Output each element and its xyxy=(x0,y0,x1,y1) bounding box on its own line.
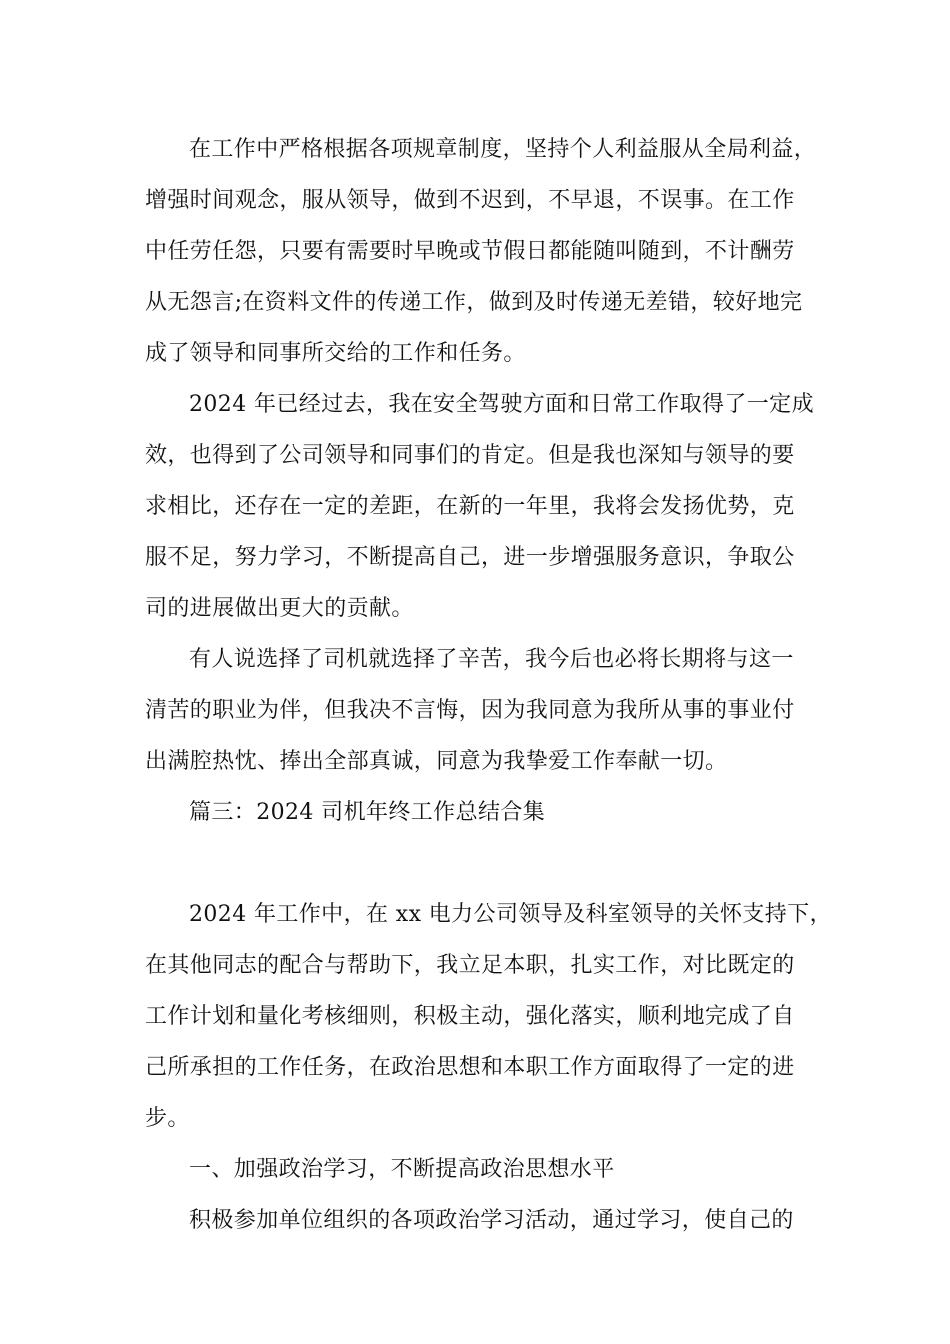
section-heading: 篇三：2024 司机年终工作总结合集 xyxy=(189,800,546,825)
paragraph-1-line-3: 中任劳任怨，只要有需要时早晚或节假日都能随叫随到，不计酬劳 xyxy=(145,239,795,264)
paragraph-1-line-2: 增强时间观念，服从领导，做到不迟到，不早退，不误事。在工作 xyxy=(145,188,795,213)
paragraph-1-line-4: 从无怨言;在资料文件的传递工作，做到及时传递无差错，较好地完 xyxy=(145,290,803,315)
paragraph-4-line-1: 2024 年工作中，在 xx 电力公司领导及科室领导的关怀支持下， xyxy=(189,902,832,927)
paragraph-1-line-1: 在工作中严格根据各项规章制度，坚持个人利益服从全局利益， xyxy=(189,137,817,162)
subheading-1: 一、加强政治学习，不断提高政治思想水平 xyxy=(189,1157,615,1182)
paragraph-4-line-4: 己所承担的工作任务，在政治思想和本职工作方面取得了一定的进 xyxy=(145,1055,795,1080)
paragraph-2-line-3: 求相比，还存在一定的差距，在新的一年里，我将会发扬优势，克 xyxy=(145,494,795,519)
paragraph-5-line-1: 积极参加单位组织的各项政治学习活动，通过学习，使自己的 xyxy=(189,1208,794,1233)
paragraph-4-line-3: 工作计划和量化考核细则，积极主动，强化落实，顺利地完成了自 xyxy=(145,1004,795,1029)
paragraph-3-line-1: 有人说选择了司机就选择了辛苦，我今后也必将长期将与这一 xyxy=(189,647,794,672)
paragraph-4-line-5: 步。 xyxy=(145,1106,190,1131)
paragraph-4-line-2: 在其他同志的配合与帮助下，我立足本职，扎实工作，对比既定的 xyxy=(145,953,795,978)
paragraph-3-line-3: 出满腔热忱、捧出全部真诚，同意为我挚爱工作奉献一切。 xyxy=(145,749,728,774)
paragraph-2-line-1: 2024 年已经过去，我在安全驾驶方面和日常工作取得了一定成 xyxy=(189,392,814,417)
paragraph-2-line-2: 效，也得到了公司领导和同事们的肯定。但是我也深知与领导的要 xyxy=(145,443,795,468)
paragraph-2-line-5: 司的进展做出更大的贡献。 xyxy=(145,596,414,621)
paragraph-3-line-2: 清苦的职业为伴，但我决不言悔，因为我同意为我所从事的事业付 xyxy=(145,698,795,723)
paragraph-2-line-4: 服不足，努力学习，不断提高自己，进一步增强服务意识，争取公 xyxy=(145,545,795,570)
paragraph-1-line-5: 成了领导和同事所交给的工作和任务。 xyxy=(145,341,526,366)
